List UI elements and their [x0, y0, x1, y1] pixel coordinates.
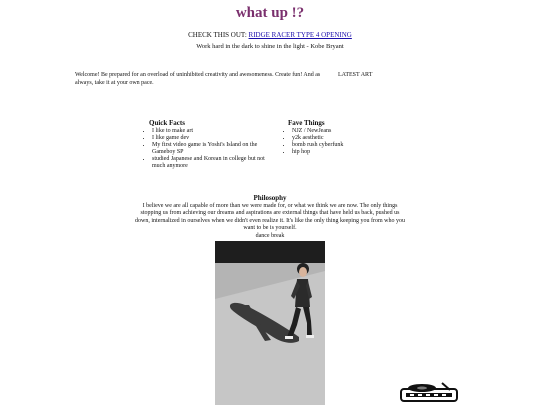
ridge-racer-link[interactable]: RIDGE RACER TYPE 4 OPENING — [248, 31, 352, 39]
check-prefix: CHECK THIS OUT: — [188, 31, 247, 39]
list-item: • My first video game is Yoshi's Island on the Gameboy SP — [152, 142, 270, 156]
site-title: what up !? — [235, 5, 305, 21]
list-item: • hip hop — [292, 149, 370, 156]
welcome-text: Welcome! Be prepared for an overload of uninhibited creativity and awesomeness. Create fun! And as always, take it at your own pace. — [75, 72, 321, 86]
fave-things-section — [280, 119, 370, 156]
philosophy-body — [133, 203, 407, 240]
list-item: • bomb rush cyberfunk — [292, 142, 370, 149]
philosophy-text: I believe we are all capable of more than we were made for, or what we think we are now. The only things stopping us from achieving our dreams and aspirations are external things that have held us back, pushed us down, internalized in ourselves when we didn't even realize it. It's like the only thing keeping you from who you want to be is yourself. — [135, 203, 405, 232]
list-item: • y2k aesthetic — [292, 135, 370, 142]
quick-facts-list — [140, 128, 270, 170]
list-item: • I like to make art — [152, 128, 270, 135]
kobe-quote: Work hard in the dark to shine in the light - Kobe Bryant — [196, 43, 344, 50]
turntable-icon[interactable] — [398, 379, 460, 405]
list-item: • I like game dev — [152, 135, 270, 142]
latest-art-heading: LATEST ART — [338, 72, 373, 78]
quick-facts-section — [140, 119, 270, 170]
fave-things-title: Fave Things — [288, 119, 325, 127]
fave-things-list — [280, 128, 370, 156]
dance-break-caption: dance break — [255, 232, 285, 239]
list-item: • studied Japanese and Korean in college but not much anymore — [152, 156, 270, 170]
list-item: • NJZ / NewJeans — [292, 128, 370, 135]
dance-break-video[interactable] — [215, 241, 325, 405]
philosophy-title: Philosophy — [253, 194, 287, 202]
dancer-image — [215, 241, 325, 405]
check-this-out-line — [0, 31, 540, 39]
quick-facts-title: Quick Facts — [149, 119, 185, 127]
